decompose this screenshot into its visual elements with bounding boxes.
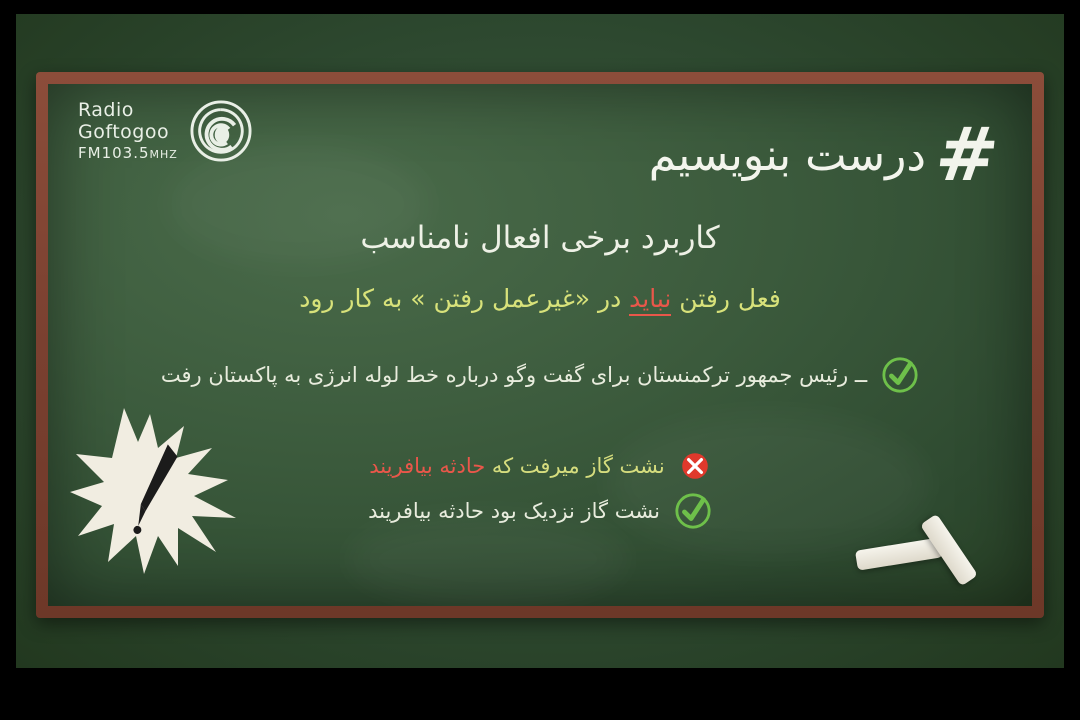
logo-frequency-unit: MHZ (149, 147, 178, 161)
cross-mark-icon (679, 450, 711, 482)
chalk-stick (855, 537, 943, 570)
check-mark-icon (674, 492, 712, 530)
chalk-sticks-icon (856, 518, 1006, 588)
right-black-edge (1064, 0, 1080, 720)
example-text-1: ــ رئیس جمهور ترکمنستان برای گفت وگو درباره خط لوله انرژی به پاکستان رفت (160, 363, 868, 387)
radio-logo (78, 100, 252, 162)
example-text-2-prefix: نشت گاز میرفت که (485, 454, 665, 478)
example-text-2 (369, 454, 664, 478)
check-mark-icon (881, 356, 919, 394)
ink-splash-pen-icon (66, 396, 256, 586)
letterbox-bottom (0, 668, 1080, 720)
hashtag-symbol: # (931, 112, 1003, 198)
example-text-2-bad: حادثه بیافریند (369, 454, 486, 478)
rule-statement (48, 284, 1032, 313)
radio-swirl-icon (190, 100, 252, 162)
left-black-edge (0, 0, 16, 720)
logo-name-line1: Radio (78, 99, 134, 122)
logo-frequency (78, 145, 178, 162)
logo-frequency-value: FM103.5 (78, 143, 150, 162)
chalkboard-surface (48, 84, 1032, 606)
page-title (648, 112, 1003, 198)
logo-name-line2: Goftogoo (78, 120, 170, 143)
rule-prefix: فعل رفتن (671, 284, 781, 313)
letterbox-top (0, 0, 1080, 14)
rule-suffix: در «غیرعمل رفتن » به کار رود (299, 284, 630, 313)
example-row-1 (48, 356, 1032, 394)
rule-negative-word: نباید (629, 284, 671, 316)
example-text-3: نشت گاز نزدیک بود حادثه بیافریند (368, 499, 660, 523)
radio-logo-text (78, 100, 178, 161)
page-title-text: درست بنویسیم (648, 130, 926, 182)
chalkboard-frame (36, 72, 1044, 618)
page-subtitle: کاربرد برخی افعال نامناسب (360, 220, 720, 256)
